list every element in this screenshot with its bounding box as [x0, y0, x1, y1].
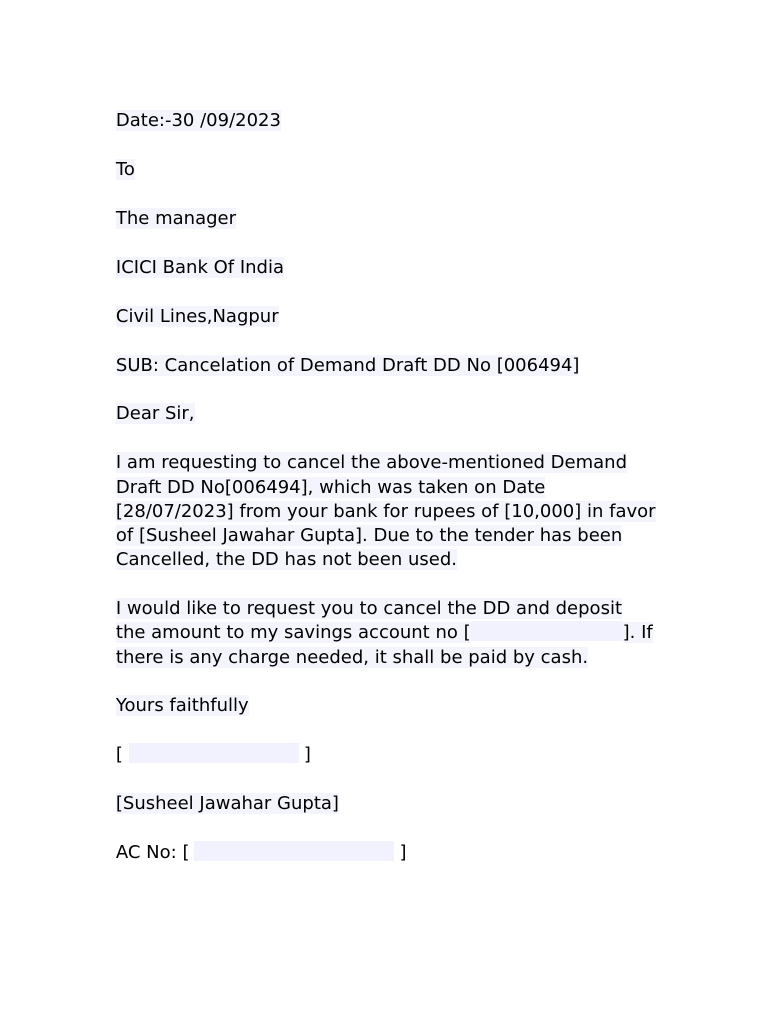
- account-number-blank: [194, 841, 394, 861]
- paragraph1-line: of [Susheel Jawahar Gupta]. Due to the tender has been: [115, 525, 623, 546]
- paragraph2-line: I would like to request you to cancel the DD and deposit: [115, 598, 623, 619]
- bank-name: ICICI Bank Of India: [115, 257, 285, 278]
- paragraph1-line: I am requesting to cancel the above-mentioned Demand: [115, 452, 628, 473]
- salutation: Dear Sir,: [115, 403, 195, 424]
- paragraph1-line: Cancelled, the DD has not been used.: [115, 549, 457, 570]
- account-number-line: AC No: [ ]: [115, 842, 407, 863]
- sender-name: [Susheel Jawahar Gupta]: [115, 793, 339, 814]
- signature-blank: [129, 743, 299, 763]
- letter-subject: SUB: Cancelation of Demand Draft DD No [006494]: [115, 355, 580, 376]
- paragraph2-line: the amount to my savings account no [ ]. If: [115, 622, 653, 643]
- letter-to: To: [115, 159, 135, 180]
- recipient-title: The manager: [115, 208, 236, 229]
- paragraph2-line: there is any charge needed, it shall be paid by cash.: [115, 647, 589, 668]
- paragraph1-line: [28/07/2023] from your bank for rupees of [10,000] in favor: [115, 501, 656, 522]
- letter-date: Date:-30 /09/2023: [115, 110, 281, 131]
- closing: Yours faithfully: [115, 695, 249, 716]
- signature-line: [ ]: [115, 744, 311, 765]
- paragraph1-line: Draft DD No[006494], which was taken on Date: [115, 477, 546, 498]
- bank-address: Civil Lines,Nagpur: [115, 306, 279, 327]
